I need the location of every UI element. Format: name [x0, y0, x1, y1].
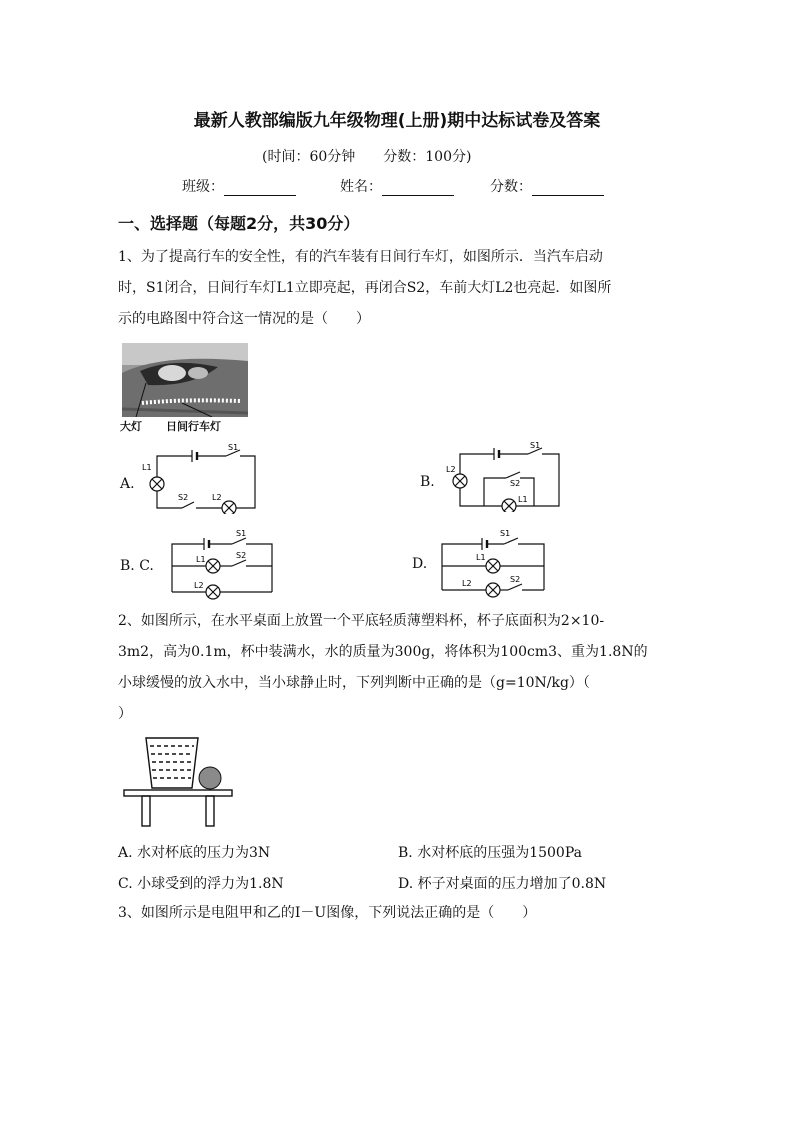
q2-option-b: B. 水对杯底的压强为1500Pa [398, 845, 582, 861]
symbol-l1: L1 [142, 463, 152, 472]
photo-label-headlight: 大灯 [120, 420, 142, 433]
q2-line: 3m2，高为0.1m，杯中装满水，水的质量为300g，将体积为100cm3、重为1.8N的 [118, 644, 648, 660]
circuit-diagram-c [164, 524, 278, 602]
q1-line: 1、为了提高行车的安全性，有的汽车装有日间行车灯，如图所示．当汽车启动 [118, 249, 603, 265]
class-field [182, 176, 296, 196]
circuit-diagram-a [140, 442, 260, 514]
symbol-l1: L1 [476, 553, 486, 562]
q2-option-a: A. 水对杯底的压力为3N [118, 845, 271, 861]
exam-time-score: (时间：60分钟 分数：100分) [262, 149, 472, 165]
symbol-s2: S2 [510, 479, 521, 488]
section-heading: 一、选择题（每题2分，共30分） [118, 214, 360, 233]
option-label-b: B. [420, 474, 435, 490]
symbol-l1: L1 [196, 555, 206, 564]
symbol-s2: S2 [178, 493, 189, 502]
symbol-s1: S1 [500, 529, 511, 538]
name-label: 姓名： [340, 179, 382, 195]
circuit-diagram-d [434, 524, 550, 602]
symbol-l2: L2 [212, 493, 222, 502]
symbol-l2: L2 [194, 581, 204, 590]
symbol-s1: S1 [228, 443, 239, 452]
score-label: 分数： [490, 179, 532, 195]
q2-option-d: D. 杯子对桌面的压力增加了0.8N [398, 876, 607, 892]
symbol-l2: L2 [446, 465, 456, 474]
q1-line: 时，S1闭合，日间行车灯L1立即亮起，再闭合S2，车前大灯L2也亮起．如图所 [118, 280, 612, 296]
circuit-diagram-b [440, 440, 564, 512]
symbol-l2: L2 [462, 579, 472, 588]
name-blank [382, 181, 454, 196]
q2-line: 2、如图所示，在水平桌面上放置一个平底轻质薄塑料杯，杯子底面积为2×10- [118, 613, 605, 629]
option-label-a: A. [120, 476, 135, 492]
q2-option-c: C. 小球受到的浮力为1.8N [118, 876, 284, 892]
symbol-l1: L1 [518, 495, 528, 504]
page-title: 最新人教部编版九年级物理(上册)期中达标试卷及答案 [193, 111, 601, 131]
class-blank [224, 181, 296, 196]
q1-line: 示的电路图中符合这一情况的是（ ） [118, 311, 370, 327]
q2-line: 小球缓慢的放入水中，当小球静止时，下列判断中正确的是（g=10N/kg）（ [118, 675, 590, 691]
option-label-bc: B. C. [120, 558, 154, 574]
class-label: 班级： [182, 179, 224, 195]
q2-line: ） [118, 706, 132, 722]
symbol-s2: S2 [510, 575, 521, 584]
score-blank [532, 181, 604, 196]
car-headlight-photo [122, 343, 248, 417]
cup-on-table-figure [122, 736, 236, 828]
option-label-d: D. [412, 556, 428, 572]
q3-line: 3、如图所示是电阻甲和乙的I－U图像，下列说法正确的是（ ） [118, 905, 537, 921]
name-field [340, 176, 454, 196]
score-field [490, 176, 604, 196]
photo-label-drl: 日间行车灯 [166, 420, 221, 433]
symbol-s1: S1 [236, 529, 247, 538]
symbol-s2: S2 [236, 551, 247, 560]
symbol-s1: S1 [530, 441, 541, 450]
